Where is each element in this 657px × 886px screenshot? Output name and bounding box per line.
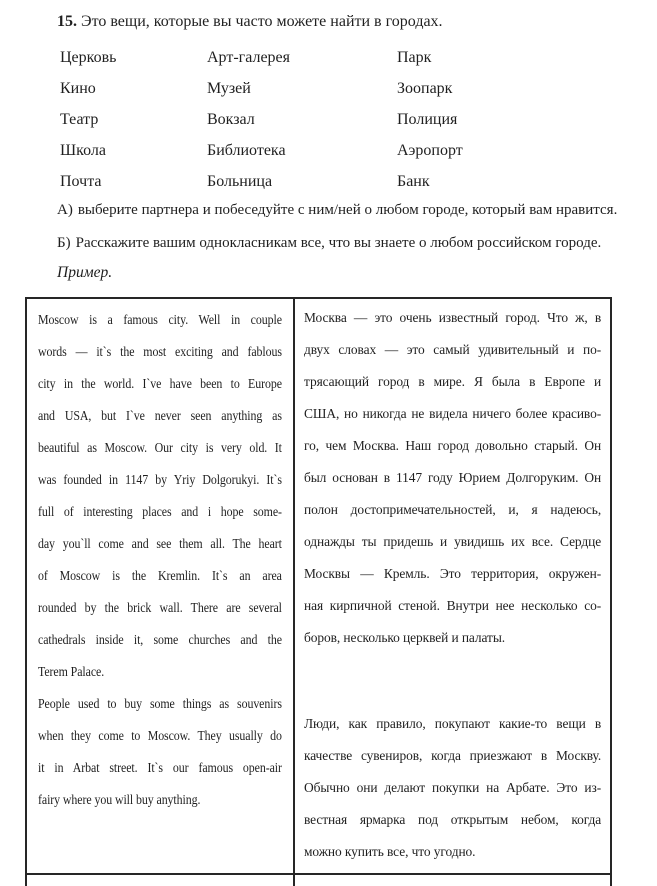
text-line: Moscow is a famous city. Well in couple	[38, 313, 282, 328]
place-item: Банк	[397, 173, 430, 190]
text-line: качестве сувениров, когда приезжают в Москву.	[304, 749, 602, 764]
text-line: city in the world. I`ve have been to Europe	[38, 377, 282, 392]
exercise-title	[57, 13, 443, 31]
place-item: Церковь	[60, 49, 117, 66]
paragraph	[304, 303, 601, 655]
paragraph	[38, 689, 282, 817]
place-item: Почта	[60, 173, 102, 190]
text-line: it in Arbat street. It`s our famous open-air	[38, 761, 282, 776]
place-item: Вокзал	[207, 111, 255, 128]
text-line: Люди, как правило, покупают какие-то вещи в	[304, 717, 602, 732]
place-item: Музей	[207, 80, 251, 97]
task-a	[57, 202, 617, 219]
text-line: был основан в 1147 году Юрием Долгоруким. Он	[304, 471, 602, 486]
place-item: Библиотека	[207, 142, 286, 159]
place-item: Кино	[60, 80, 96, 97]
text-line: and USA, but I`ve never seen anything as	[38, 409, 282, 424]
text-line: вестная ярмарка под открытым небом, когда	[304, 813, 602, 828]
text-line: Terem Palace.	[38, 665, 105, 680]
place-item: Аэропорт	[397, 142, 463, 159]
text-line: day you`ll come and see them all. The heart	[38, 537, 282, 552]
places-list	[60, 49, 620, 204]
place-item: Полиция	[397, 111, 458, 128]
exercise-number: 15.	[57, 13, 77, 30]
text-line: двух словах — это самый удивительный и по-	[304, 343, 602, 358]
place-item: Театр	[60, 111, 99, 128]
text-line: words — it`s the most exciting and fablous	[38, 345, 282, 360]
text-line: beautiful as Moscow. Our city is very old. It	[38, 441, 282, 456]
text-line: full of interesting places and i hope some-	[38, 505, 282, 520]
place-item: Школа	[60, 142, 106, 159]
english-text-cell	[27, 299, 295, 886]
text-line: ная кирпичной стеной. Внутри нее несколько со-	[304, 599, 602, 614]
text-line: боров, несколько церквей и палаты.	[304, 631, 506, 646]
paragraph	[304, 709, 601, 869]
text-line: го, чем Москва. Наш город довольно старый. Он	[304, 439, 602, 454]
text-line: Москвы — Кремль. Это территория, окружен-	[304, 567, 602, 582]
task-a-text: выберите партнера и побеседуйте с ним/ней о любом городе, который вам нравится.	[77, 202, 618, 218]
text-line: Обычно они делают покупки на Арбате. Это из-	[304, 781, 602, 796]
paragraph	[38, 305, 282, 689]
table-row-divider	[25, 873, 612, 875]
task-b-label: Б)	[57, 235, 71, 251]
text-line: однажды ты придешь и увидишь их все. Сердце	[304, 535, 602, 550]
exercise-title-text: Это вещи, которые вы часто можете найти в городах.	[81, 13, 443, 30]
text-line: People used to buy some things as souvenirs	[38, 697, 282, 712]
place-item: Парк	[397, 49, 432, 66]
text-line: fairy where you will buy anything.	[38, 793, 201, 808]
text-line: when they come to Moscow. They usually do	[38, 729, 282, 744]
text-line: cathedrals inside it, some churches and the	[38, 633, 282, 648]
task-a-label: А)	[57, 202, 73, 218]
example-table	[25, 297, 612, 886]
task-b	[57, 235, 601, 252]
text-line: полон достопримечательностей, и, я надеюсь,	[304, 503, 602, 518]
text-line: трясающий город в мире. Я была в Европе и	[304, 375, 602, 390]
task-b-text: Расскажите вашим однокласникам все, что вы знаете о любом российском городе.	[75, 235, 602, 251]
text-line: Москва — это очень известный город. Что ж, в	[304, 311, 602, 326]
place-item: Больница	[207, 173, 273, 190]
text-line: США, но никогда не видела ничего более красиво-	[304, 407, 602, 422]
text-line: можно купить все, что угодно.	[304, 845, 476, 860]
place-item: Арт-галерея	[207, 49, 291, 66]
text-line: of Moscow is the Kremlin. It`s an area	[38, 569, 282, 584]
example-label: Пример.	[57, 264, 113, 281]
text-line: rounded by the brick wall. There are several	[38, 601, 282, 616]
russian-text-cell	[295, 299, 610, 886]
place-item: Зоопарк	[397, 80, 453, 97]
text-line: was founded in 1147 by Yriy Dolgorukyi. It`s	[38, 473, 282, 488]
